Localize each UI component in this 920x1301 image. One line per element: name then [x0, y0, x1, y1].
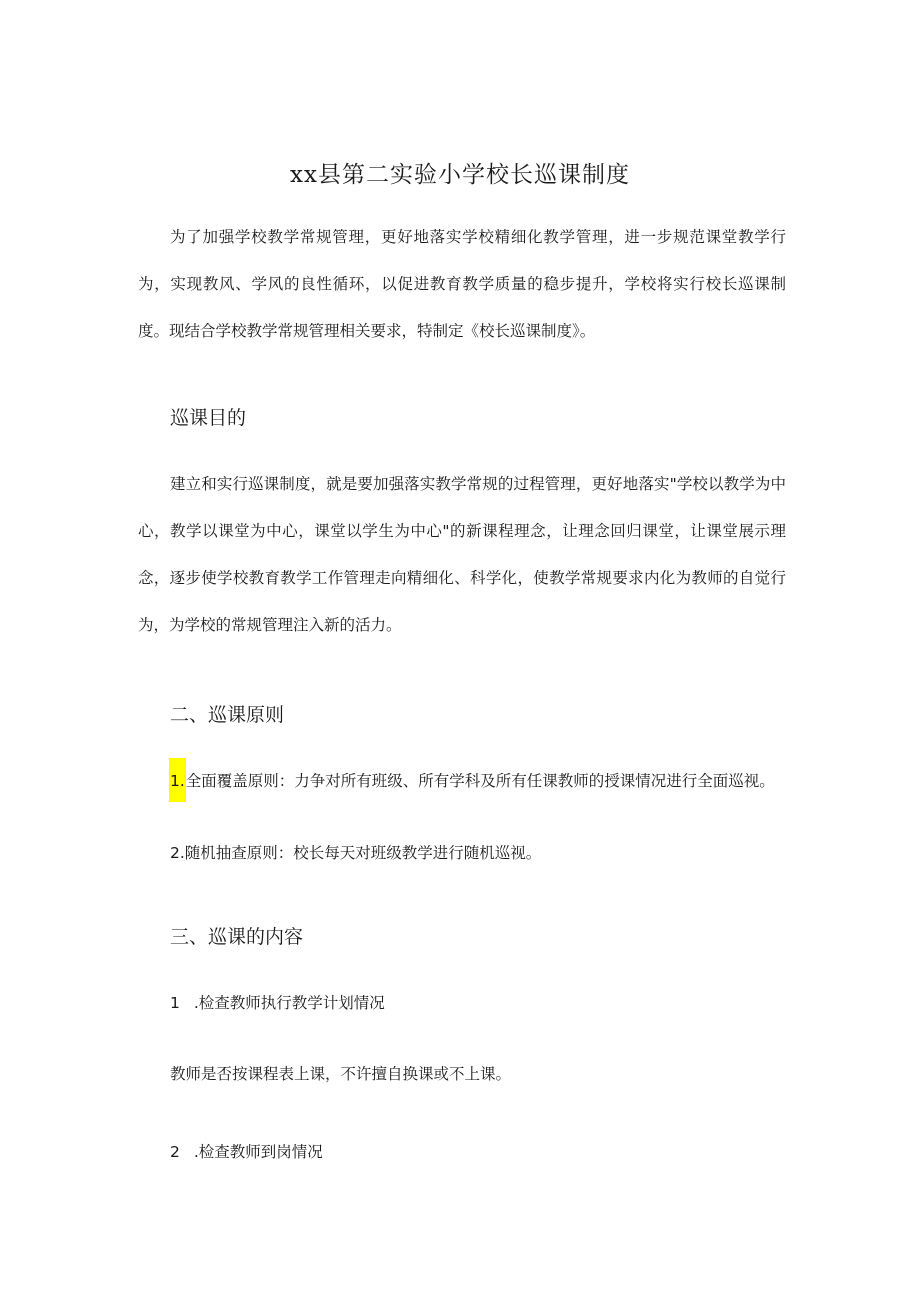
- content-item-1-body: 教师是否按课程表上课，不许擅自换课或不上课。: [170, 1065, 512, 1083]
- section-heading-principles: 二、巡课原则: [170, 704, 285, 726]
- document-title: xx县第二实验小学校长巡课制度: [290, 162, 630, 188]
- content-item-2-text: .检查教师到岗情况: [193, 1143, 323, 1161]
- content-item-2-number: 2: [170, 1143, 180, 1161]
- section-heading-purpose: 巡课目的: [170, 407, 247, 429]
- intro-paragraph: 为了加强学校教学常规管理，更好地落实学校精细化教学管理，进一步规范课堂教学行为，实现教风、学风的良性循环，以促进教育教学质量的稳步提升，学校将实行校长巡课制度。现结合学校教学常规管理相关要求，特制定《校长巡课制度》。: [138, 228, 786, 340]
- highlighted-number: 1.: [169, 758, 186, 802]
- content-item-2: [170, 1141, 323, 1163]
- section-heading-content: 三、巡课的内容: [170, 926, 304, 948]
- principle-item-1-text: 全面覆盖原则：力争对所有班级、所有学科及所有任课教师的授课情况进行全面巡视。: [185, 772, 775, 790]
- principle-item-2: 2.随机抽查原则：校长每天对班级教学进行随机巡视。: [170, 844, 542, 862]
- content-item-1-number: 1: [170, 994, 180, 1012]
- content-item-1: [170, 992, 385, 1014]
- purpose-paragraph: 建立和实行巡课制度，就是要加强落实教学常规的过程管理，更好地落实"学校以教学为中心，教学以课堂为中心，课堂以学生为中心"的新课程理念，让理念回归课堂，让课堂展示理念，逐步使学校教育教学工作管理走向精细化、科学化，使教学常规要求内化为教师的自觉行为，为学校的常规管理注入新的活力。: [138, 475, 786, 634]
- principle-item-1: [170, 770, 775, 792]
- content-item-1-text: .检查教师执行教学计划情况: [193, 994, 385, 1012]
